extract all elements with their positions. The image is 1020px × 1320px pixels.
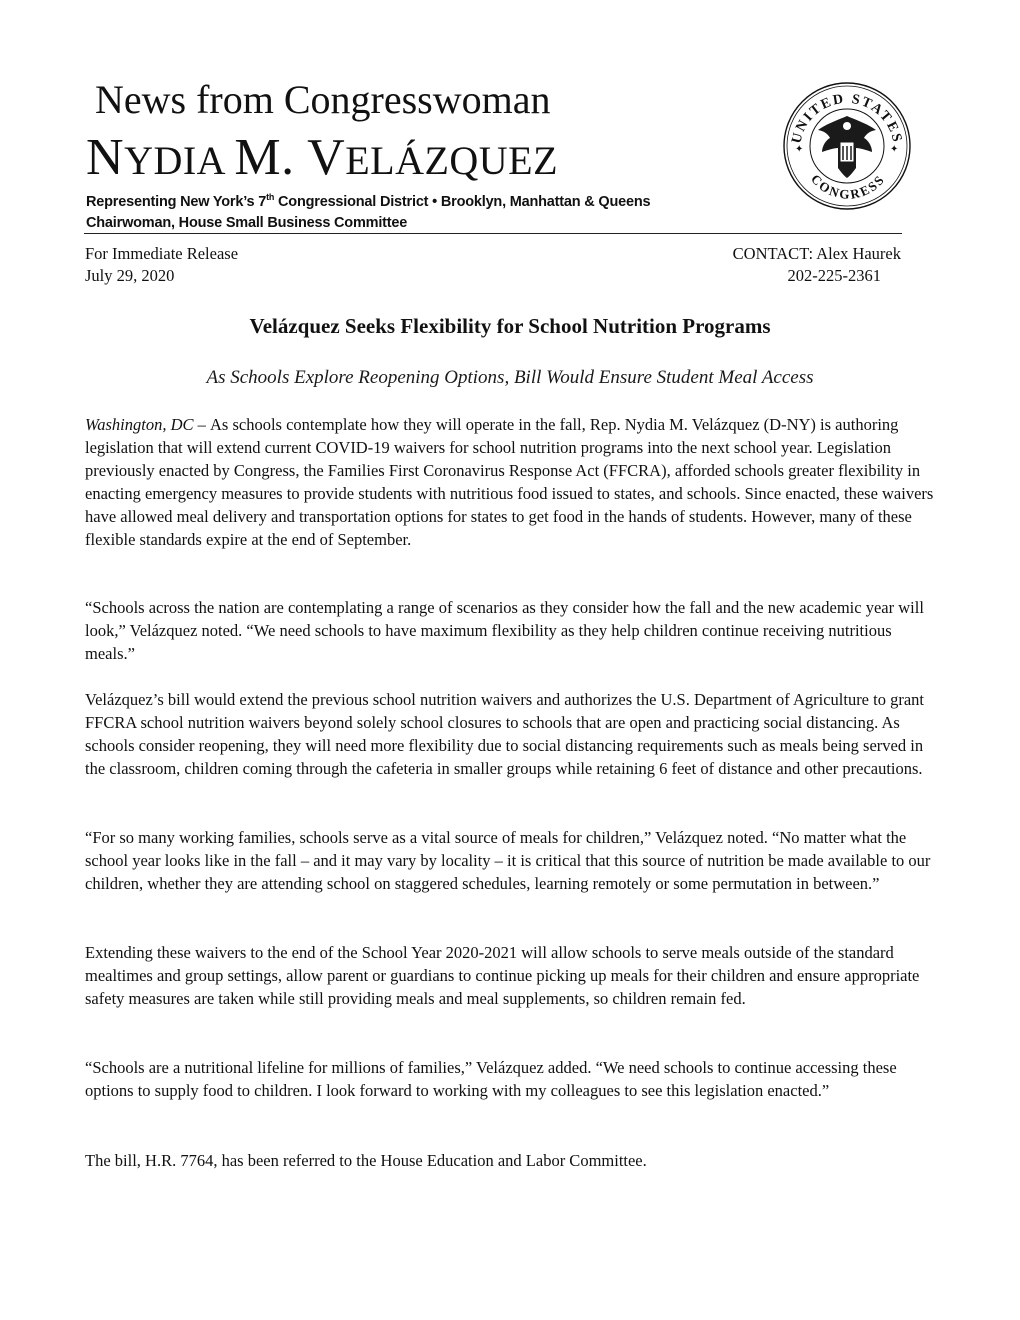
- paragraph-5: Extending these waivers to the end of the School Year 2020-2021 will allow schools to serve meals outside of the standard mealtimes and group settings, allow parent or guardians to continue picking up meals for their children and ensure appropriate safety measures are taken while still providing meals and meal supplements, so children remain fed.: [85, 943, 920, 1008]
- seal-star-left-icon: ✦: [795, 144, 804, 155]
- letterhead-title: News from Congresswoman: [95, 77, 551, 122]
- contact-phone: 202-225-2361: [787, 266, 881, 285]
- paragraph-1-text: As schools contemplate how they will operate in the fall, Rep. Nydia M. Velázquez (D-NY) is authoring legislation that will extend current COVID-19 waivers for school nutrition programs into the next school year. Legislation previously enacted by Congress, the Families First Coronavirus Response Act (FFCRA), afforded schools greater flexibility in enacting emergency measures to provide students with nutritious food issued to states, and schools. Since enacted, these waivers have allowed meal delivery and transportation options for states to get food in the hands of students. However, many of these flexible standards expire at the end of September.: [85, 415, 934, 549]
- release-label: For Immediate Release: [85, 244, 239, 263]
- paragraph-4: “For so many working families, schools serve as a vital source of meals for children,” Velázquez noted. “No matter what the school year looks like in the fall – and it may vary by locality – it is critical that this source of nutrition be made available to our children, whether they are attending school on staggered schedules, learning remotely or some permutation in between.”: [85, 828, 931, 893]
- paragraph-3: Velázquez’s bill would extend the previous school nutrition waivers and authorizes the U.S. Department of Agriculture to grant FFCRA school nutrition waivers beyond solely school closures to schools that are open and practicing social distancing. As schools consider reopening, they will need more flexibility due to social distancing requirements such as meals being served in the classroom, children coming through the cafeteria in smaller groups while retaining 6 feet of distance and other precautions.: [85, 690, 924, 778]
- congresswoman-name: [86, 128, 558, 191]
- name-initial-first: N: [86, 129, 125, 186]
- paragraph-7: The bill, H.R. 7764, has been referred to the House Education and Labor Committee.: [85, 1151, 647, 1170]
- district-prefix: Representing New York’s 7: [86, 194, 267, 210]
- contact-name: CONTACT: Alex Haurek: [732, 244, 901, 263]
- name-middle-initial: M.: [234, 129, 308, 186]
- district-suffix: Congressional District • Brooklyn, Manhattan & Queens: [274, 194, 651, 210]
- name-rest-last: ELÁZQUEZ: [345, 138, 559, 183]
- district-ordinal: th: [266, 192, 275, 202]
- name-rest-first: YDIA: [124, 138, 235, 183]
- seal-bottom-text: CONGRESS: [807, 171, 888, 202]
- release-date: July 29, 2020: [85, 266, 175, 285]
- header-divider: [84, 233, 902, 234]
- press-subheadline: As Schools Explore Reopening Options, Bill Would Ensure Student Meal Access: [206, 367, 814, 388]
- name-initial-last: V: [307, 129, 346, 186]
- seal-star-right-icon: ✦: [890, 144, 899, 155]
- congress-seal-icon: [778, 80, 916, 212]
- paragraph-2: “Schools across the nation are contemplating a range of scenarios as they consider how the fall and the new academic year will look,” Velázquez noted. “We need schools to have maximum flexibility as they help children continue receiving nutritious meals.”: [85, 598, 924, 663]
- dateline: Washington, DC –: [85, 415, 210, 434]
- district-line: [86, 193, 650, 211]
- seal-top-text: UNITED STATES: [789, 91, 905, 146]
- eagle-icon: [818, 116, 876, 178]
- chair-line: Chairwoman, House Small Business Committee: [86, 215, 408, 231]
- press-headline: Velázquez Seeks Flexibility for School Nutrition Programs: [249, 314, 771, 338]
- paragraph-6: “Schools are a nutritional lifeline for millions of families,” Velázquez added. “We need schools to continue accessing these options to supply food to children. I look forward to working with my colleagues to see this legislation enacted.”: [85, 1058, 897, 1100]
- paragraph-1: [85, 413, 937, 551]
